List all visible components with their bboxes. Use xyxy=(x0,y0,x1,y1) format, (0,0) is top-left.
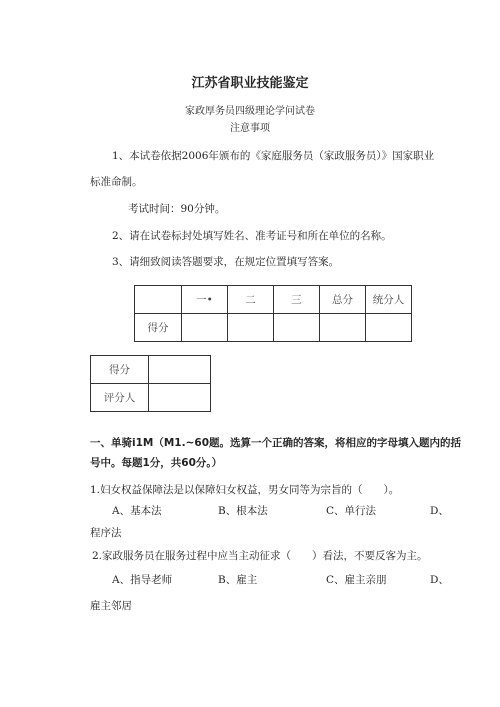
score-header-3: 三 xyxy=(274,286,320,314)
score-header-2: 二 xyxy=(228,286,274,314)
exam-title: 江苏省职业技能鉴定 xyxy=(191,76,309,91)
section-1-heading-cont: 号中。每题1分，共60分。） xyxy=(90,457,223,469)
q2-option-c[interactable]: C、雇主亲朋 xyxy=(326,574,387,586)
grade-grader-cell[interactable] xyxy=(149,384,211,412)
q1-option-a[interactable]: A、基本法 xyxy=(112,505,162,517)
score-header-total: 总分 xyxy=(320,286,366,314)
q2-option-a[interactable]: A、指导老师 xyxy=(112,574,173,586)
exam-subtitle: 家政厚务员四级理论学问试卷 xyxy=(185,106,315,117)
notice-heading: 注意事项 xyxy=(230,123,270,134)
q2-option-b[interactable]: B、雇主 xyxy=(218,574,258,586)
q1-option-d[interactable]: D、 xyxy=(430,505,449,517)
q2-option-d-cont: 雇主邻居 xyxy=(90,600,132,612)
grade-grader-label: 评分人 xyxy=(91,384,149,412)
table-row xyxy=(91,384,211,412)
score-table xyxy=(134,285,412,342)
q1-option-c[interactable]: C、单行法 xyxy=(326,505,377,517)
score-header-blank xyxy=(135,286,182,314)
q1-option-d-cont: 程序法 xyxy=(90,527,122,539)
exam-time: 考试时间：90分钟。 xyxy=(128,203,226,215)
score-row-label: 得分 xyxy=(135,314,182,342)
instruction-3: 3、请细致阅读答题要求，在规定位置填写答案。 xyxy=(112,256,340,268)
score-cell[interactable] xyxy=(274,314,320,342)
table-row xyxy=(135,314,412,342)
table-row xyxy=(91,356,211,384)
question-2: 2.家政服务员在服务过程中应当主动征求（ ）看法，不要反客为主。 xyxy=(92,550,428,562)
grade-score-cell[interactable] xyxy=(149,356,211,384)
instruction-1-cont: 标准命制。 xyxy=(90,176,143,188)
grade-table xyxy=(90,355,211,412)
section-1-heading: 一、单骑i1M（M1.~60题。选算一个正确的答案，将相应的字母填入题内的括 xyxy=(90,437,462,449)
instruction-1: 1、本试卷依据2006年颁布的《家庭服务员（家政服务员）》国家职业 xyxy=(112,150,435,162)
table-row xyxy=(135,286,412,314)
grade-score-label: 得分 xyxy=(91,356,149,384)
q1-option-b[interactable]: B、根本法 xyxy=(218,505,268,517)
instruction-2: 2、请在试卷标封处填写姓名、准考证号和所在单位的名称。 xyxy=(112,230,392,242)
score-cell[interactable] xyxy=(320,314,366,342)
score-cell[interactable] xyxy=(366,314,412,342)
score-cell[interactable] xyxy=(228,314,274,342)
question-1: 1.妇女权益保障法是以保障妇女权益，男女同等为宗旨的（ ）。 xyxy=(90,484,400,496)
score-cell[interactable] xyxy=(182,314,228,342)
score-header-1: 一• xyxy=(182,286,228,314)
score-header-grader: 统分人 xyxy=(366,286,412,314)
q2-option-d[interactable]: D、 xyxy=(430,574,449,586)
